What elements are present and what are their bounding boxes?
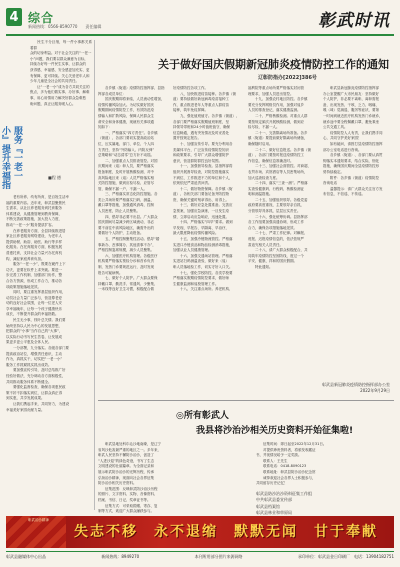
footer-publisher: 彰武县融媒体中心出品 <box>6 554 46 559</box>
collection-headline: 我县将沙治沙相关历史资料开始征集啦! <box>196 426 354 436</box>
notice-line: 五、严格控制聚集性活动。倡导“婚 <box>98 237 160 242</box>
notice-line: 报告可疑病例。 <box>98 270 123 275</box>
notice-line: 和政策要求，引导广大群众增强防护 <box>173 153 229 158</box>
notice-line: 六、加强医疗机构管理。各级医疗 <box>98 253 158 258</box>
commentary-line: 获得感、幸福感、安全感更加充实、更 <box>30 67 90 72</box>
notice-line: 确保随时启用。 <box>248 141 273 146</box>
notice-line: 十四、严格落实“四早”要求。做到 <box>173 220 233 225</box>
notice-line: 庆期间来（返）彰人员，要严格落实 <box>98 164 154 169</box>
notice-line: 制，发热门诊要规范运行，及时发现 <box>98 265 154 269</box>
commentary-body-line: 合各方资源，形成工作合力，推动各 <box>6 278 62 283</box>
collection-line: 档案、书信、日记、奖章证书等。 <box>98 497 151 502</box>
commentary-body-line: 推动“一老一小”服务提质扩容。 <box>6 222 56 227</box>
notice-line: 戴口罩等措施，加强通风消毒，控制 <box>98 203 154 208</box>
notice-line: 七、做好个人防护。广大群众要保 <box>98 276 158 281</box>
commentary-body-line: 体系建设，从健康管理到教育保障， <box>6 211 62 216</box>
notice-line: 政府要高度重视，主要领导亲自抓， <box>248 203 304 208</box>
notice-line: 人员密度，防止人员聚集。 <box>98 209 140 214</box>
commentary-body-line: 动员社会力量广泛参与，营造尊老爱 <box>6 295 62 300</box>
banner-slogan: 失志不移 永不退缩 默默无闻 甘于奉献 <box>74 524 378 540</box>
collection-line: 联系地址：彰武县防沙治沙纪念馆 <box>256 469 316 474</box>
commentary-line: 民生不分巨细，每一件小事都关系着群 <box>30 40 92 50</box>
commentary-body-line: 享幸福晚年，让每一个孩子健康快乐 <box>6 306 62 311</box>
notice-line: 道）要持续做好新冠病毒疫苗接种工 <box>173 97 229 102</box>
commentary-body-line: 民生无小事，枝叶总关情。我们要 <box>6 318 66 323</box>
notice-line: 二十五、加强组织领导。各级党委 <box>248 197 308 202</box>
notice-line: 十二、做好物资保障。各乡镇（街 <box>173 186 233 191</box>
collection-line: 展示彰武防沙治沙的光辉历程，传承 <box>98 469 154 474</box>
notice-line: 事新办、丧事简办、其他喜事不办”， <box>98 242 156 247</box>
notice-line: 要做好个人防护，主动报备。 <box>98 231 144 236</box>
notice-line: 二十二、做好信息报送。各乡镇（街 <box>248 147 311 152</box>
notice-line: 管，确保不漏一户、不漏一人。 <box>98 186 147 191</box>
notice-line: 十一、加强督导检查。县指挥部将 <box>173 164 233 169</box>
notice-line: 福利院等重点场所要严格落实封闭管 <box>248 86 304 90</box>
collection-line: 文明建设的壮丽篇章。为全面记录和 <box>98 464 154 469</box>
notice-line: 十六、加强交通场站管理。严格落 <box>173 253 233 258</box>
notice-line: 势持续稳定。 <box>323 169 344 174</box>
notice-line: 布信息，不信谣、不传谣。 <box>323 192 365 197</box>
notice-line: 部办公室电话进行咨询。 <box>323 147 362 152</box>
header-rule <box>6 34 394 36</box>
column-divider <box>94 40 95 510</box>
collection-body-right <box>256 442 392 523</box>
notice-line: 措施，确保国庆期间全县疫情防控形 <box>323 164 379 169</box>
notice-line: 二十、严格核酸检测。对重点人群 <box>248 113 308 118</box>
collection-kicker: ◎所有彰武人 <box>176 411 229 421</box>
commentary-body-line: 在养老服务方面，全县持续推进居 <box>6 228 66 233</box>
notice-line: 二十八、请广大群众积极配合，共 <box>248 248 308 253</box>
notice-line: 实进口冷链食品和物品检测消毒措施， <box>173 242 233 247</box>
commentary-body-line: 生需求，从社区养老服务到托育服务 <box>6 206 62 211</box>
commentary-body-line: 家社区养老服务网络建设，为老年人 <box>6 234 62 239</box>
collection-line: 省风沙危害最严重的地区之一。多年来， <box>98 447 161 452</box>
commentary-body-line: 老有所养、幼有所育，是百姓生活幸 <box>6 195 69 199</box>
commentary-line: 小”问题，我们要以群众满意为目标， <box>30 56 88 61</box>
notice-line: 二十六、强化统筹协调。县指挥部 <box>248 214 308 219</box>
commentary-body-line: 到实惠，共享发展成果。 <box>6 396 45 401</box>
commentary-body-line: 福的重要内容。近年来，彰武县聚焦民 <box>6 200 66 205</box>
commentary-body-line: 成长，不断提升群众的幸福指数。 <box>6 312 59 317</box>
collection-line: 联系电话：0418-8090123 <box>256 464 307 469</box>
notice-line: 类媒体平台，广泛宣传疫情防控知识 <box>173 147 229 152</box>
notice-line: 人员的排查登记，落实健康监测。 <box>248 108 301 113</box>
commentary-line: 持续办好每一件民生实事，让群众的 <box>30 62 86 67</box>
notice-line: 最大限度降低疫情传播风险。 <box>173 231 219 236</box>
commentary-body-line: 服务“一老一小”，既要在硬件上下 <box>6 262 66 267</box>
commentary-line: 众的切身利益。对于社会关注的“一老一 <box>30 51 92 56</box>
collection-line: 的照片、文字资料、实物、音像资料、 <box>98 492 158 497</box>
banner-caption: 彰武治沙精神 <box>28 518 49 522</box>
notice-line: 接种，筑牢免疫屏障。 <box>173 108 208 113</box>
commentary-body-line: 始终坚持以人民为中心的发展思想， <box>6 323 62 328</box>
notice-line: 报备制度，及时开展核酸检测，对中 <box>98 169 154 174</box>
notice-line: 二、加强重点人员排查管控。对国 <box>98 158 158 163</box>
page-number: 4 <box>6 8 22 26</box>
notice-line: 意识，营造群防群控良好氛围。 <box>173 158 222 163</box>
collection-contact: 彰武县档案馆 <box>256 503 280 509</box>
page-footer <box>6 554 394 560</box>
collection-line: 对提供珍贵资料者，将颁发收藏证 <box>256 447 316 452</box>
notice-column-3 <box>248 86 320 271</box>
collection-line: 共同留存历史记忆！ <box>256 481 288 486</box>
notice-line: 要充分发挥网格员作用，加强对返乡 <box>248 102 304 107</box>
commentary-body-line: 让我们携起手来，共同努力，为建设 <box>6 401 69 406</box>
notice-signature <box>322 382 390 394</box>
commentary-body-line: 果更多更公平惠及全体人民。 <box>6 340 52 345</box>
notice-line: 要不前往中高风险地区，确需外出的 <box>98 225 154 230</box>
commentary-body-line: 化服务。在托育服务方面，积极发展 <box>6 245 62 250</box>
footer-rule <box>6 551 394 552</box>
commentary-title: 服务『一老一小』提升幸福指 <box>0 126 22 189</box>
notice-line: 公共交通工具。 <box>323 125 348 130</box>
commentary-line: 少年儿童是全社会的共同责任。 <box>30 79 79 84</box>
notice-line: 肃追究相关人员责任。 <box>248 242 283 247</box>
main-area <box>98 40 394 515</box>
notice-line: 十八、关注重点场所。养老机构、 <box>173 287 233 292</box>
notice-line: 信息畅通，遇有突发情况及时妥善处 <box>173 130 229 135</box>
notice-date: 2022年9月29日 <box>360 388 390 393</box>
collection-line: 彰武人民坚持不懈防沙治沙，创造了 <box>98 453 154 458</box>
collection-line: 书，并视情况给予一定奖励。 <box>256 453 302 458</box>
notice-line: 咨询电话 <box>323 181 337 186</box>
commentary-body-line: 经验好做法，充分调动各方面积极性， <box>6 374 66 378</box>
notice-line: 持领导带班和24小时值班值守，确保 <box>173 125 230 130</box>
notice-line: 要按规定频次开展核酸检测，做到应 <box>248 119 304 124</box>
commentary-body-line: 同时，要注重发挥基层组织作用， <box>6 290 66 295</box>
commentary-line: 让“一老一小”成为各方共同关注的 <box>30 84 90 89</box>
commentary-body-line: 构，减轻家庭养育负担。 <box>6 256 45 261</box>
notice-line: 合力，确保各项措施落地见效。 <box>248 225 297 230</box>
commentary-body-line: 功夫，更要在软件上求突破。要进一 <box>6 267 62 272</box>
section-rule <box>98 400 394 401</box>
notice-line: 疫情防控人人有责，让我们携手同 <box>323 130 383 135</box>
notice-line: 急预案，加强应急演练，一旦发生疫 <box>173 209 229 214</box>
notice-line: 依规依纪严肃追责问责。 <box>173 181 212 186</box>
notice-line: 理要求，加强人员进出管控。 <box>248 91 294 96</box>
header-subline: 新闻热线：0566-8590770 责任编辑 <box>28 24 102 29</box>
commentary-body-line: 不断完善政策措施，加大投入力度， <box>6 217 62 222</box>
commentary-body-line: 一分部署，九分落实。各级各部门要 <box>6 346 69 351</box>
masthead: 彰武时讯 <box>318 11 390 31</box>
notice-line: 作信息，确保信息准确及时。 <box>248 158 294 163</box>
notice-line: 四、倡导非必要不出县。广大群众 <box>98 214 158 219</box>
notice-line: 知如下： <box>98 125 112 130</box>
collection-line: 防沙治沙相关历史资料。 <box>98 481 137 486</box>
section-name: 综合 <box>28 11 55 25</box>
notice-signer: 彰武县新冠肺炎疫情防控指挥部办公室 <box>322 382 390 387</box>
notice-line: 置并按规定报告。 <box>173 136 201 141</box>
notice-line: 严格控制宴席规模，减少人员聚集。 <box>98 248 154 253</box>
notice-document-number: 辽彰防指办[2022]386号 <box>258 75 317 81</box>
notice-line: 彻落实本通知要求，结合实际，细化 <box>323 158 379 163</box>
notice-column-2 <box>173 86 245 293</box>
notice-line: 十五、加强冷链物流管控。严格落 <box>173 237 233 242</box>
notice-line: 早发现、早报告、早隔离、早治疗， <box>173 225 229 230</box>
notice-line: 方责任，坚持“外防输入、内防反弹” <box>98 147 155 152</box>
notice-line: 实查验健康码、行程码、核酸检测证 <box>248 186 304 191</box>
collection-line: 征集范围：反映彰武防沙治沙历程 <box>98 486 158 491</box>
collection-line: “人进沙退”的绿色奇迹，书写了生态 <box>98 458 155 463</box>
notice-line: 高风险地区来（返）人员严格落实相 <box>98 175 154 180</box>
notice-line: 各乡镇（街道）、各部门要认真贯 <box>323 153 383 158</box>
notice-line: 国庆假期即将来临，人员流动性增加， <box>98 97 165 102</box>
notice-line: 各工作组要加强沟通协调，形成工作 <box>248 220 304 225</box>
notice-line: 农贸市场、宾馆酒店等人员密集场所， <box>248 169 308 174</box>
notice-headline: 关于做好国庆假期新冠肺炎疫情防控工作的通知 <box>158 58 389 71</box>
commentary-body-line: 幸福美好家园贡献力量。 <box>6 407 45 412</box>
notice-line: 二十三、加强社会面管控。对商超、 <box>248 164 311 169</box>
commentary-body-line: 提供助餐、助浴、助医、助行等多样 <box>6 239 62 244</box>
notice-line: 备，出现发热、干咳、乏力、咽痛、 <box>323 102 379 107</box>
collection-line: 诚挚欢迎社会各界人士积极参与， <box>256 475 316 480</box>
notice-line: 就诊途中要全程佩戴口罩，避免乘坐 <box>323 119 379 124</box>
collection-contact: 彰武县防沙治沙资料征集工作组 <box>256 490 312 496</box>
commentary-body <box>6 195 92 413</box>
left-column <box>0 40 92 512</box>
slogan-banner <box>6 516 394 548</box>
notice-line: 道）、各相关部门要备足备齐防控物 <box>173 192 229 197</box>
commentary-body-line: 要强化监督检查，确保各项惠民政 <box>6 385 66 390</box>
commentary-text <box>30 40 92 107</box>
notice-line: 二十七、严肃工作纪律。对瞒报、 <box>248 231 308 236</box>
notice-line: 各乡镇（街道）疫情防控指挥部、县指 <box>98 86 165 90</box>
commentary-body-line: 策不折不扣落实到位，让群众真正得 <box>6 390 62 395</box>
notice-line: 十九、加强农村地区防控。各乡镇 <box>248 97 308 102</box>
notice-line: 一米线等良好卫生习惯，积极配合做 <box>98 287 154 292</box>
notice-line: 二十一、完善隔离场所准备。各乡 <box>248 130 308 135</box>
notice-line: 个人防护，非必要不离彰，离彰需报 <box>323 97 379 102</box>
commentary-body-line: 步完善工作机制，加强部门协作，整 <box>6 273 62 278</box>
collection-contact: 中共彰武县委宣传部 <box>256 497 292 503</box>
notice-column-1 <box>98 86 170 293</box>
notice-line: 不到位、工作推进不力的单位和个人， <box>173 175 233 180</box>
notice-line: 加强从业人员健康管理。 <box>173 248 212 253</box>
notice-line: 十七、强化学校防控。各类学校要 <box>173 270 233 275</box>
footer-hotline: 新闻热线：8949270 <box>101 554 140 559</box>
collection-line: 制等方式，欢迎广大群众踊跃参与。 <box>98 509 154 514</box>
notice-line: 组织开展督导检查，对防控措施落实 <box>173 169 229 174</box>
notice-line: 关防控措施，做到应检尽检、应管尽 <box>98 181 154 186</box>
notice-line: 二十四、落实“三查一测”。严格落 <box>248 181 308 186</box>
commentary-body-line: 幼的良好社会氛围，让每一位老人安 <box>6 301 62 306</box>
page-header <box>6 4 394 34</box>
collection-line: 征集方式：可采取捐赠、寄存、复 <box>98 503 158 508</box>
notice-line: 明和测温措施。 <box>248 192 273 197</box>
collection-line: 彰武县地处科尔沁沙地南缘，是辽宁 <box>98 442 161 446</box>
notice-line: 假期期间疫情防控工作，有效防范疫 <box>98 108 154 113</box>
notice-line: 特此通知。 <box>248 265 273 269</box>
notice-line: 十三、做好应急处置准备。完善应 <box>173 203 233 208</box>
notice-line: 生健康监测和返校管理工作。 <box>173 281 219 286</box>
notice-line: 检尽检，不漏一人。 <box>248 125 280 130</box>
notice-line: 位，压实属地、部门、单位、个人四 <box>98 141 154 146</box>
notice-line: 一时间到就近医疗机构发热门诊就诊， <box>323 113 383 118</box>
commentary-body-line: 项政策措施落地见效。 <box>6 284 41 289</box>
notice-line: 附件：各乡镇（街道）疫情防控 <box>323 175 379 180</box>
notice-line: 镇（街道）要提前做好隔离场所储备， <box>248 136 308 141</box>
notice-line: 加大巡查检查力度。 <box>248 175 280 180</box>
notice-line: 疫情传播风险加大。为切实做好国庆 <box>98 102 154 107</box>
notice-line: 温馨提示：请广大群众关注官方发 <box>323 186 383 191</box>
notice-line: 总策略和“动态清零”总方针不动摇。 <box>98 153 155 158</box>
commentary-body-line: 把群众的“小事”当作自己的“大事”， <box>6 329 63 334</box>
commentary-line: 焦点，多为他们做实事、办好事、解难 <box>30 90 90 95</box>
notice-line: 平安、健康、祥和的国庆假期。 <box>248 259 297 264</box>
notice-line: 同筑牢疫情防控坚固防线，度过一个 <box>248 253 304 258</box>
footer-image-note: 本刊所用部分图片来源网络 <box>194 554 243 559</box>
notice-line: 谎报、迟报疫情信息的，依法依规严 <box>248 237 304 242</box>
notice-line: 命安全和身体健康，现就有关事项通 <box>98 119 154 124</box>
commentary-body-line: 服务工作抓紧抓实抓出成效。 <box>6 362 52 367</box>
notice-line: 各部门要严格落实假期值班制度，坚 <box>173 119 229 124</box>
notice-line: 道）、各部门要按时报送疫情防控工 <box>248 153 304 158</box>
notice-line: 情，立即启动应急响应，迅速处置。 <box>173 214 229 219</box>
commentary-author: ■程 德 <box>48 175 62 180</box>
notice-line: 心，共同守护美好家园！ <box>323 136 362 141</box>
commentary-title-bar <box>0 82 26 190</box>
commentary-body-line: 要加强宣传引导，及时总结推广好 <box>6 368 66 373</box>
commentary-line: 事，用心用情用力解决好群众急难愁 <box>30 95 86 100</box>
collection-line: 联系人：王先生 <box>256 458 288 463</box>
collection-body-left <box>98 442 248 515</box>
notice-line: 九、强化值班值守。各乡镇（街道）、 <box>173 113 240 118</box>
commentary-body-line: 作为，真抓实干，切实把“一老一小” <box>6 357 63 362</box>
collection-contact: 彰武县林业和草原局 <box>256 509 292 515</box>
collection-line: 弘扬治沙精神，现面向社会各界征集 <box>98 475 154 480</box>
commentary-body-line: 共同推动服务体系不断健全。 <box>6 379 52 384</box>
notice-line: 国庆期间尽量减少跨区域流动，非必 <box>98 220 154 225</box>
notice-line: 一、严格落实“四方责任”。各乡镇 <box>98 130 158 135</box>
notice-line: 严格落实假期疫情防控要求，做好师 <box>173 276 229 281</box>
notice-line: 资，确保关键时刻拿得出、用得上。 <box>173 197 229 202</box>
footer-printer: 承印单位：彰武县金日印刷厂 电话：13904182751 <box>298 554 394 559</box>
notice-line: 情输入和扩散风险，保障人民群众生 <box>98 113 154 118</box>
notice-line: 作，重点推进老年人等重点人群疫苗 <box>173 102 229 107</box>
commentary-box <box>0 40 92 190</box>
notice-line: 好疫情防控各项工作。 <box>173 86 208 90</box>
notice-line: 彰武县新冠肺炎疫情防控指挥部 <box>323 86 379 90</box>
collection-line: 征集时间：即日起至2022年12月31日。 <box>256 442 327 446</box>
notice-line: 机构要严格落实预检分诊和首诊负责 <box>98 259 154 264</box>
notice-line: 持戴口罩、勤洗手、常通风、少聚集、 <box>98 281 158 286</box>
notice-line: 如有疑问，请拨打县疫情防控指挥 <box>323 141 383 146</box>
notice-line: 八、加快推进疫苗接种。各乡镇（街 <box>173 91 236 96</box>
notice-body <box>98 86 394 396</box>
commentary-line: 盼问题，真正让服务暖人心。 <box>30 101 76 106</box>
notice-line: 分管领导具体抓，层层压实责任。 <box>248 209 301 214</box>
notice-line: 彰人员落地检工作，切实守好入口关。 <box>173 265 233 269</box>
notice-line: 办公室提醒广大市民朋友：坚持做好 <box>323 91 379 96</box>
notice-line: 类公共场所要严格落实扫码、测温、 <box>98 197 154 202</box>
commentary-body-line: 提高政治站位，增强责任意识，主动 <box>6 351 62 356</box>
notice-line: 嗅（味）觉减退、腹泻等症状，要第 <box>323 108 379 113</box>
notice-line: 三、严格落实常态化防控措施。各 <box>98 192 158 197</box>
notice-line: （街道）、各部门要切实提高政治站 <box>98 136 154 141</box>
notice-line: 十、加强宣传引导。要充分利用各 <box>173 141 233 146</box>
commentary-body-line: 以实际行动书写民生答卷，让发展成 <box>6 334 62 339</box>
commentary-body-line: 普惠托育，支持社会力量兴办托育机 <box>6 250 62 255</box>
commentary-line: 有保障、更可持续。关心关爱老年人和 <box>30 73 90 78</box>
notice-column-4 <box>323 86 395 198</box>
notice-line: 实进站扫码测温查验，做好来（返） <box>173 259 229 264</box>
notice-line: 挥部各成员单位： <box>98 91 126 96</box>
